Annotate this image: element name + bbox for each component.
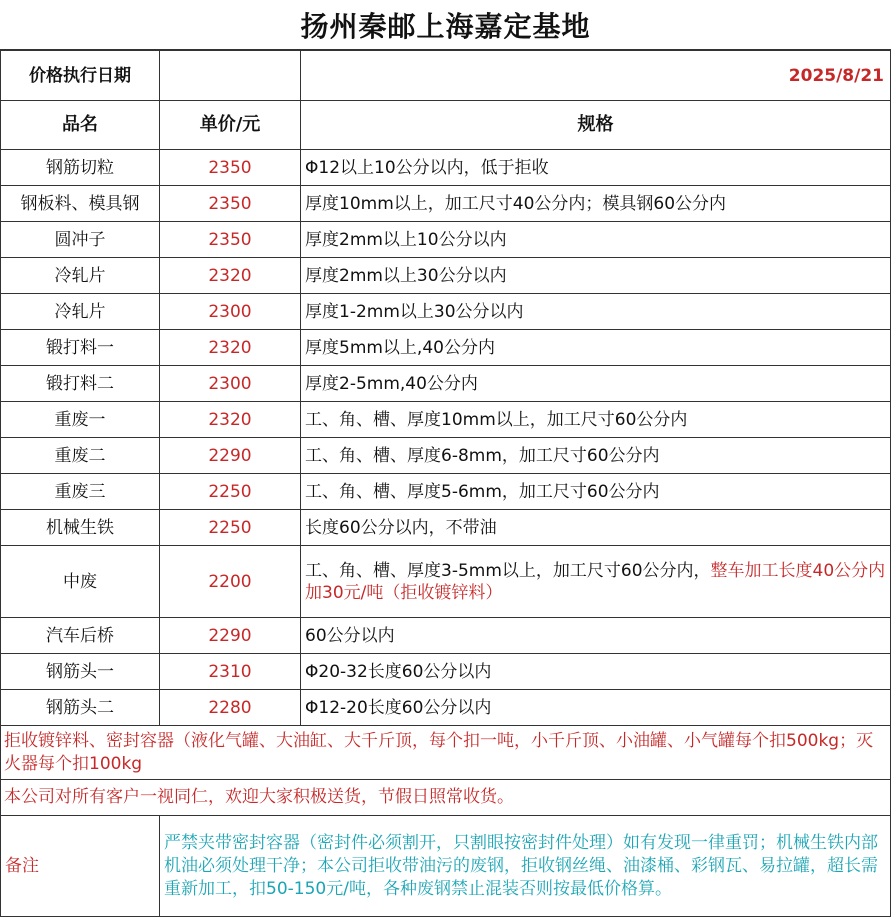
- table-row: [1, 222, 891, 258]
- table-row: [1, 258, 891, 294]
- unit-price: 2290: [160, 438, 301, 474]
- spec-cell: [301, 474, 891, 510]
- unit-price: 2320: [160, 402, 301, 438]
- date-row: [1, 51, 891, 101]
- product-name: 机械生铁: [1, 510, 160, 546]
- header-name: 品名: [1, 101, 160, 150]
- product-name: 锻打料一: [1, 330, 160, 366]
- spec-cell: [301, 438, 891, 474]
- table-row: [1, 186, 891, 222]
- product-name: 汽车后桥: [1, 618, 160, 654]
- spec-text: Φ12以上10公分以内，低于拒收: [305, 157, 549, 178]
- spec-cell: [301, 186, 891, 222]
- spec-cell: [301, 258, 891, 294]
- product-name: 钢板料、模具钢: [1, 186, 160, 222]
- product-name: 重废二: [1, 438, 160, 474]
- product-name: 钢筋切粒: [1, 150, 160, 186]
- header-spec: 规格: [301, 101, 891, 150]
- spec-cell: [301, 222, 891, 258]
- spec-cell: [301, 150, 891, 186]
- spec-text: Φ12-20长度60公分以内: [305, 697, 492, 718]
- unit-price: 2350: [160, 186, 301, 222]
- unit-price: 2310: [160, 654, 301, 690]
- price-table: [0, 50, 891, 917]
- sheet-title: 扬州秦邮上海嘉定基地: [0, 0, 891, 50]
- table-row: [1, 330, 891, 366]
- table-row: [1, 294, 891, 330]
- table-row: [1, 546, 891, 618]
- unit-price: 2290: [160, 618, 301, 654]
- product-name: 冷轧片: [1, 258, 160, 294]
- spec-extra-text: 整车加工长度40公分内加30元/吨（拒收镀锌料）: [305, 560, 886, 603]
- spec-cell: [301, 330, 891, 366]
- note1-row: [1, 726, 891, 780]
- spec-text: 60公分以内: [305, 625, 395, 646]
- date-label: 价格执行日期: [1, 51, 160, 101]
- unit-price: 2350: [160, 150, 301, 186]
- spec-text: 厚度5mm以上,40公分内: [305, 337, 495, 358]
- table-row: [1, 510, 891, 546]
- product-name: 重废三: [1, 474, 160, 510]
- product-name: 冷轧片: [1, 294, 160, 330]
- unit-price: 2300: [160, 366, 301, 402]
- spec-text: 厚度2mm以上30公分以内: [305, 265, 507, 286]
- product-name: 锻打料二: [1, 366, 160, 402]
- product-name: 钢筋头一: [1, 654, 160, 690]
- spec-cell: [301, 546, 891, 618]
- date-empty-cell: [160, 51, 301, 101]
- table-row: [1, 618, 891, 654]
- spec-text: 工、角、槽、厚度3-5mm以上，加工尺寸60公分内，: [305, 560, 711, 581]
- table-row: [1, 438, 891, 474]
- table-row: [1, 366, 891, 402]
- remark-label: 备注: [1, 816, 160, 917]
- unit-price: 2200: [160, 546, 301, 618]
- product-name: 中废: [1, 546, 160, 618]
- unit-price: 2250: [160, 510, 301, 546]
- spec-text: 长度60公分以内，不带油: [305, 517, 497, 538]
- spec-text: 工、角、槽、厚度10mm以上，加工尺寸60公分内: [305, 409, 688, 430]
- unit-price: 2320: [160, 330, 301, 366]
- unit-price: 2320: [160, 258, 301, 294]
- spec-text: Φ20-32长度60公分以内: [305, 661, 492, 682]
- spec-text: 工、角、槽、厚度5-6mm，加工尺寸60公分内: [305, 481, 660, 502]
- spec-cell: [301, 654, 891, 690]
- note2-row: [1, 780, 891, 816]
- spec-cell: [301, 690, 891, 726]
- spec-cell: [301, 366, 891, 402]
- spec-text: 工、角、槽、厚度6-8mm，加工尺寸60公分内: [305, 445, 660, 466]
- header-row: [1, 101, 891, 150]
- unit-price: 2300: [160, 294, 301, 330]
- remark-row: [1, 816, 891, 917]
- product-name: 钢筋头二: [1, 690, 160, 726]
- table-row: [1, 474, 891, 510]
- spec-text: 厚度2-5mm,40公分内: [305, 373, 478, 394]
- spec-cell: [301, 618, 891, 654]
- note-welcome: 本公司对所有客户一视同仁，欢迎大家积极送货，节假日照常收货。: [1, 780, 891, 816]
- date-value: 2025/8/21: [301, 51, 891, 101]
- spec-cell: [301, 294, 891, 330]
- unit-price: 2350: [160, 222, 301, 258]
- product-name: 圆冲子: [1, 222, 160, 258]
- table-row: [1, 402, 891, 438]
- spec-text: 厚度1-2mm以上30公分以内: [305, 301, 524, 322]
- unit-price: 2250: [160, 474, 301, 510]
- product-name: 重废一: [1, 402, 160, 438]
- header-price: 单价/元: [160, 101, 301, 150]
- spec-text: 厚度10mm以上，加工尺寸40公分内；模具钢60公分内: [305, 193, 727, 214]
- table-row: [1, 150, 891, 186]
- spec-cell: [301, 402, 891, 438]
- remark-text: 严禁夹带密封容器（密封件必须割开，只割眼按密封件处理）如有发现一律重罚；机械生铁内部机油必须处理干净；本公司拒收带油污的废钢，拒收钢丝绳、油漆桶、彩钢瓦、易拉罐，超长需重新加工，扣50-150元/吨，各种废钢禁止混装否则按最低价格算。: [160, 816, 891, 917]
- table-row: [1, 690, 891, 726]
- unit-price: 2280: [160, 690, 301, 726]
- note-refuse-galvanized: 拒收镀锌料、密封容器（液化气罐、大油缸、大千斤顶，每个扣一吨，小千斤顶、小油罐、小气罐每个扣500kg；灭火器每个扣100kg: [1, 726, 891, 780]
- spec-cell: [301, 510, 891, 546]
- table-row: [1, 654, 891, 690]
- spec-text: 厚度2mm以上10公分以内: [305, 229, 507, 250]
